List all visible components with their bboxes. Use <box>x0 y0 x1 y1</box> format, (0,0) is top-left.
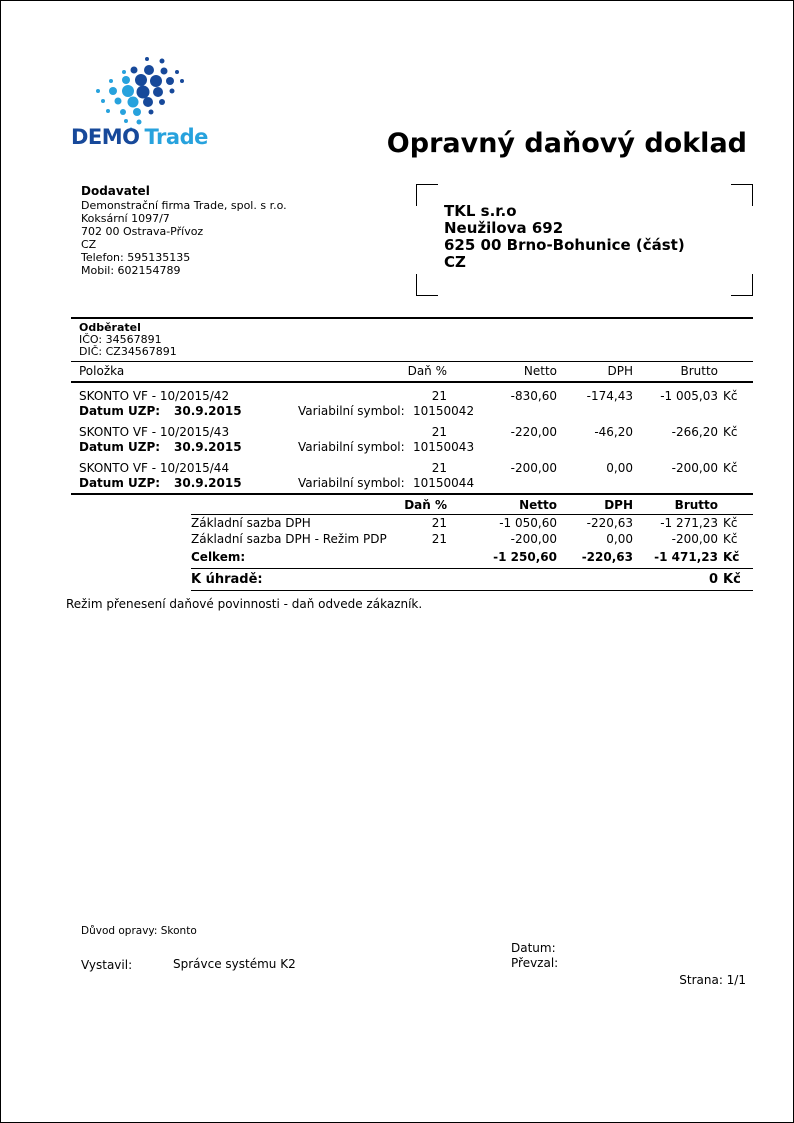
datum-uzp-label: Datum UZP: <box>79 476 161 490</box>
item-name: SKONTO VF - 10/2015/42 <box>79 389 230 403</box>
datum-uzp-value: 30.9.2015 <box>174 404 242 418</box>
supplier-city: 702 00 Ostrava-Přívoz <box>81 225 204 238</box>
summary-total-netto: -1 250,60 <box>493 550 557 564</box>
var-symbol-label: Variabilní symbol: <box>298 440 405 454</box>
datum-uzp-value: 30.9.2015 <box>174 476 242 490</box>
received-by-label: Převzal: <box>511 956 559 970</box>
datum-uzp-value: 30.9.2015 <box>174 440 242 454</box>
summary-total-brutto: -1 471,23 <box>654 550 718 564</box>
summary-row-netto: -200,00 <box>510 532 557 546</box>
summary-total-row <box>191 547 753 569</box>
summary-total-label: Celkem: <box>191 550 246 564</box>
datum-uzp-label: Datum UZP: <box>79 404 161 418</box>
amount-due-currency: Kč <box>723 572 741 587</box>
var-symbol-value: 10150042 <box>413 404 475 418</box>
summary-row-dph: -220,63 <box>586 516 633 530</box>
item-dph: -174,43 <box>586 389 633 403</box>
customer-address-box <box>416 184 753 296</box>
summary-row-brutto: -1 271,23 <box>660 516 718 530</box>
corner-mark-bottom-right <box>731 274 753 296</box>
odberatel-heading: Odběratel <box>79 321 141 334</box>
summary-header-brutto: Brutto <box>674 498 718 512</box>
summary-row-currency: Kč <box>723 532 738 546</box>
brand-wordmark <box>71 125 208 149</box>
header-netto: Netto <box>523 364 557 378</box>
summary-header-dph: DPH <box>604 498 633 512</box>
header-tax: Daň % <box>407 364 447 378</box>
summary-row-dph: 0,00 <box>606 532 633 546</box>
item-name: SKONTO VF - 10/2015/44 <box>79 461 230 475</box>
summary-header-tax: Daň % <box>404 498 447 512</box>
summary-row-currency: Kč <box>723 516 738 530</box>
customer-name: TKL s.r.o <box>444 202 517 220</box>
header-brutto: Brutto <box>680 364 718 378</box>
correction-reason: Důvod opravy: Skonto <box>81 925 197 937</box>
supplier-country: CZ <box>81 238 97 251</box>
supplier-street: Koksární 1097/7 <box>81 212 170 225</box>
var-symbol-label: Variabilní symbol: <box>298 404 405 418</box>
summary-header-netto: Netto <box>519 498 557 512</box>
item-currency: Kč <box>723 389 738 403</box>
date-label: Datum: <box>511 941 556 955</box>
summary-row-tax: 21 <box>431 532 447 546</box>
corner-mark-bottom-left <box>416 274 438 296</box>
item-dph: -46,20 <box>594 425 633 439</box>
item-netto: -830,60 <box>510 389 557 403</box>
header-currency-spacer <box>718 364 753 378</box>
brand-name-secondary: Trade <box>144 125 208 149</box>
item-tax: 21 <box>431 389 447 403</box>
summary-header-currency-spacer <box>718 498 753 512</box>
item-currency: Kč <box>723 425 738 439</box>
summary-row-tax: 21 <box>431 516 447 530</box>
page-number: Strana: 1/1 <box>679 973 746 987</box>
item-dph: 0,00 <box>606 461 633 475</box>
issued-by-label: Vystavil: <box>81 958 133 972</box>
item-name: SKONTO VF - 10/2015/43 <box>79 425 230 439</box>
amount-due-label: K úhradě: <box>191 572 263 587</box>
items-section <box>66 317 753 611</box>
table-row <box>71 425 753 455</box>
datum-uzp-label: Datum UZP: <box>79 440 161 454</box>
item-tax: 21 <box>431 425 447 439</box>
customer-address <box>444 203 685 271</box>
header-item: Položka <box>79 364 125 378</box>
document-title: Opravný daňový doklad <box>386 128 747 159</box>
issued-by-value: Správce systému K2 <box>173 957 296 971</box>
var-symbol-value: 10150044 <box>413 476 475 490</box>
customer-city: 625 00 Brno-Bohunice (část) <box>444 236 685 254</box>
brand-logo-icon <box>71 51 206 131</box>
item-brutto: -266,20 <box>671 425 718 439</box>
summary-total-tax-spacer <box>387 549 447 565</box>
supplier-company: Demonstrační firma Trade, spol. s r.o. <box>81 199 287 212</box>
odberatel-ico: IČO: 34567891 <box>79 333 162 346</box>
summary-row <box>191 515 753 531</box>
summary-row <box>191 531 753 547</box>
corner-mark-top-left <box>416 184 438 206</box>
amount-due-row <box>191 569 753 591</box>
reverse-charge-note: Režim přenesení daňové povinnosti - daň odvede zákazník. <box>66 597 423 611</box>
var-symbol-value: 10150043 <box>413 440 475 454</box>
corner-mark-top-right <box>731 184 753 206</box>
var-symbol-label: Variabilní symbol: <box>298 476 405 490</box>
item-brutto: -200,00 <box>671 461 718 475</box>
items-table-body <box>71 389 753 495</box>
odberatel-dic: DIČ: CZ34567891 <box>79 345 177 358</box>
brand-name-primary: DEMO <box>71 125 140 149</box>
summary-block <box>191 495 753 591</box>
summary-row-label: Základní sazba DPH <box>191 516 311 530</box>
item-netto: -200,00 <box>510 461 557 475</box>
customer-street: Neužilova 692 <box>444 219 564 237</box>
supplier-mobile: Mobil: 602154789 <box>81 264 181 277</box>
supplier-heading: Dodavatel <box>81 184 150 198</box>
summary-total-currency: Kč <box>723 550 740 564</box>
summary-header-spacer <box>191 498 387 512</box>
summary-total-dph: -220,63 <box>581 550 633 564</box>
odberatel-block <box>71 317 753 362</box>
item-tax: 21 <box>431 461 447 475</box>
summary-row-netto: -1 050,60 <box>499 516 557 530</box>
summary-row-label: Základní sazba DPH - Režim PDP <box>191 532 387 546</box>
table-row <box>71 461 753 491</box>
summary-header <box>191 495 753 515</box>
supplier-block <box>81 184 287 277</box>
item-netto: -220,00 <box>510 425 557 439</box>
item-brutto: -1 005,03 <box>660 389 718 403</box>
table-row <box>71 389 753 419</box>
amount-due-value: 0 <box>708 572 718 587</box>
items-table-header <box>71 362 753 383</box>
item-currency: Kč <box>723 461 738 475</box>
customer-country: CZ <box>444 253 466 271</box>
header-dph: DPH <box>607 364 633 378</box>
summary-row-brutto: -200,00 <box>671 532 718 546</box>
supplier-phone: Telefon: 595135135 <box>81 251 191 264</box>
